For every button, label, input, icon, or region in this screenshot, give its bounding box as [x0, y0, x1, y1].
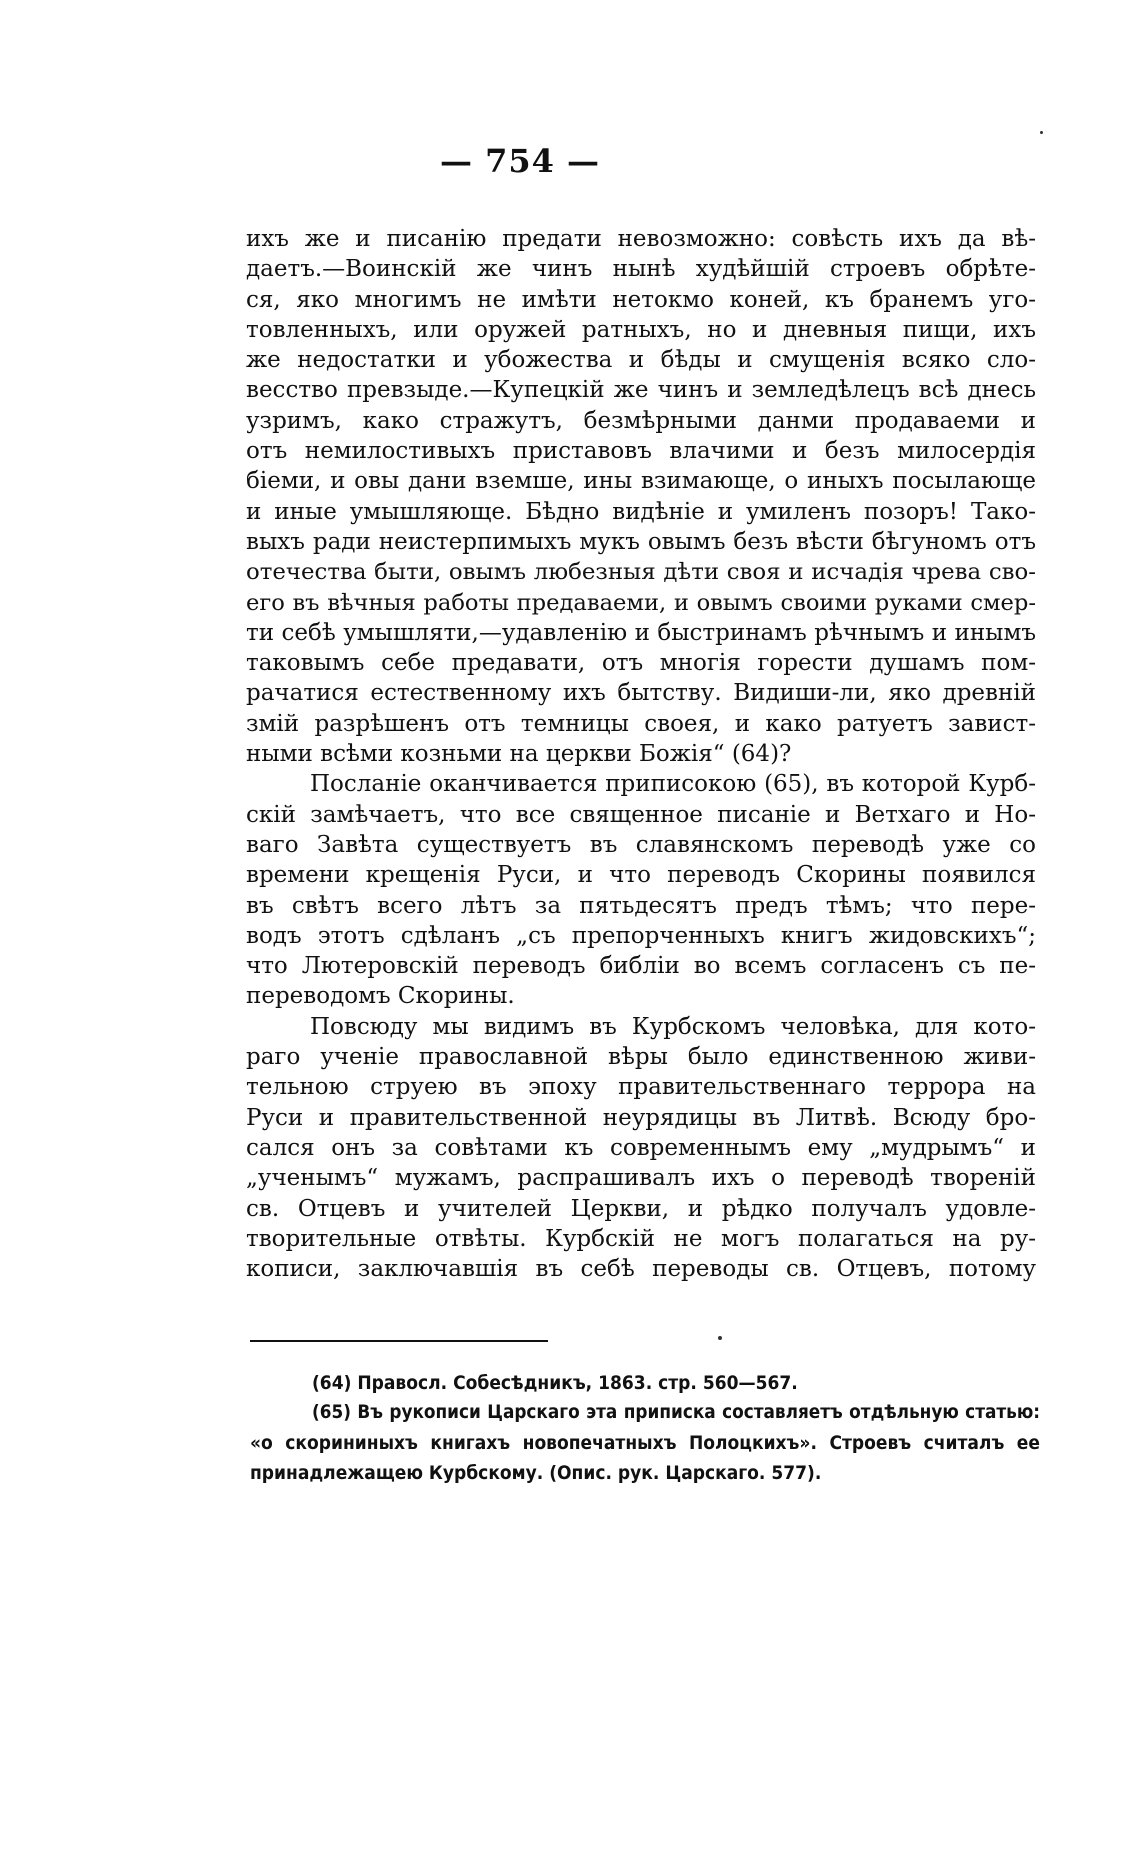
paragraph-1 [246, 224, 1036, 769]
text-line: скій замѣчаетъ, что все священное писаніе и Ветхаго и Но- [246, 801, 1036, 828]
paragraph-2 [246, 769, 1036, 1011]
text-line: его въ вѣчныя работы предаваеми, и овымъ своими руками смер- [246, 589, 1036, 616]
text-line: творительные отвѣты. Курбскій не могъ полагаться на ру- [246, 1225, 1036, 1252]
main-text [246, 224, 1036, 1284]
footnote-65: (65) Въ рукописи Царскаго эта приписка составляетъ отдѣльную статью: [312, 1402, 1040, 1423]
text-line: ваго Завѣта существуетъ въ славянскомъ переводѣ уже со [246, 831, 1036, 858]
text-line: Повсюду мы видимъ въ Курбскомъ человѣка, для кото- [310, 1013, 1036, 1040]
text-line: въ свѣтъ всего лѣтъ за пятьдесятъ предъ тѣмъ; что пере- [246, 892, 1036, 919]
text-line: раго ученіе православной вѣры было единственною живи- [246, 1044, 1036, 1071]
text-line: же недостатки и убожества и бѣды и смущенія всяко сло- [246, 347, 1036, 374]
text-line: св. Отцевъ и учителей Церкви, и рѣдко получалъ удовле- [246, 1195, 1036, 1222]
text-line: товленныхъ, или оружей ратныхъ, но и дневныя пищи, ихъ [246, 316, 1036, 343]
text-line: ихъ же и писанію предати невозможно: совѣсть ихъ да вѣ- [246, 226, 1036, 252]
text-line: весство превзыде.—Купецкій же чинъ и земледѣлецъ всѣ днесь [246, 377, 1036, 404]
text-line: что Лютеровскій переводъ библіи во всемъ согласенъ съ пе- [246, 953, 1036, 980]
text-line: ся, яко многимъ не имѣти нетокмо коней, къ бранемъ уго- [246, 286, 1036, 313]
text-line: и иные умышляюще. Бѣдно видѣніе и умиленъ позоръ! Тако- [246, 498, 1036, 525]
text-line: Посланіе оканчивается приписокою (65), въ которой Курб- [310, 771, 1036, 798]
text-line: даетъ.—Воинскій же чинъ нынѣ худѣйшій строевъ обрѣте- [246, 256, 1036, 283]
text-line: змій разрѣшенъ отъ темницы своея, и како ратуетъ завист- [246, 710, 1036, 737]
footnote-64: (64) Правосл. Собесѣдникъ, 1863. стр. 560—567. [312, 1372, 798, 1394]
paragraph-3 [246, 1012, 1036, 1285]
text-line: сался онъ за совѣтами къ современнымъ ему „мудрымъ“ и [246, 1134, 1036, 1161]
text-line: таковымъ себе предавати, отъ многія горести душамъ пом- [246, 650, 1036, 677]
text-line: біеми, и овы дани вземше, ины взимающе, о иныхъ посылающе [246, 468, 1036, 495]
speck-mark [1040, 131, 1043, 134]
footnote-separator [250, 1340, 548, 1342]
text-line: водъ этотъ сдѣланъ „съ препорченныхъ книгъ жидовскихъ“; [246, 922, 1036, 949]
text-line: ти себѣ умышляти,—удавленію и быстринамъ рѣчнымъ и инымъ [246, 619, 1036, 646]
text-line: узримъ, како стражутъ, безмѣрными данми продаваеми и [246, 407, 1036, 434]
footnote-65-continued: принадлежащею Курбскому. (Опис. рук. Царскаго. 577). [250, 1462, 822, 1484]
text-line: выхъ ради неистерпимыхъ мукъ овымъ безъ вѣсти бѣгуномъ отъ [246, 528, 1036, 555]
text-line: переводомъ Скорины. [246, 983, 515, 1010]
text-line: Руси и правительственной неурядицы въ Литвѣ. Всюду бро- [246, 1104, 1036, 1131]
text-line: времени крещенія Руси, и что переводъ Скорины появился [246, 862, 1036, 889]
text-line: ными всѣми козньми на церкви Божія“ (64)? [246, 741, 792, 768]
text-line: отечества быти, овымъ любезныя дѣти своя и исчадія чрева сво- [246, 559, 1036, 586]
text-line: кописи, заключавшія въ себѣ переводы св. Отцевъ, потому [246, 1256, 1036, 1283]
page-number: — 754 — [439, 142, 601, 180]
text-line: тельною струею въ эпоху правительственнаго террора на [246, 1074, 1036, 1101]
footnote-65-continued: «о скорининыхъ книгахъ новопечатныхъ Полоцкихъ». Строевъ считалъ ее [250, 1432, 1040, 1454]
speck-mark [718, 1336, 722, 1340]
text-line: отъ немилостивыхъ приставовъ влачими и безъ милосердія [246, 438, 1036, 465]
text-line: рачатися естественному ихъ бытству. Видиши-ли, яко древній [246, 680, 1036, 707]
text-line: „ученымъ“ мужамъ, распрашивалъ ихъ о переводѣ твореній [246, 1165, 1036, 1192]
footnotes [250, 1368, 1040, 1488]
